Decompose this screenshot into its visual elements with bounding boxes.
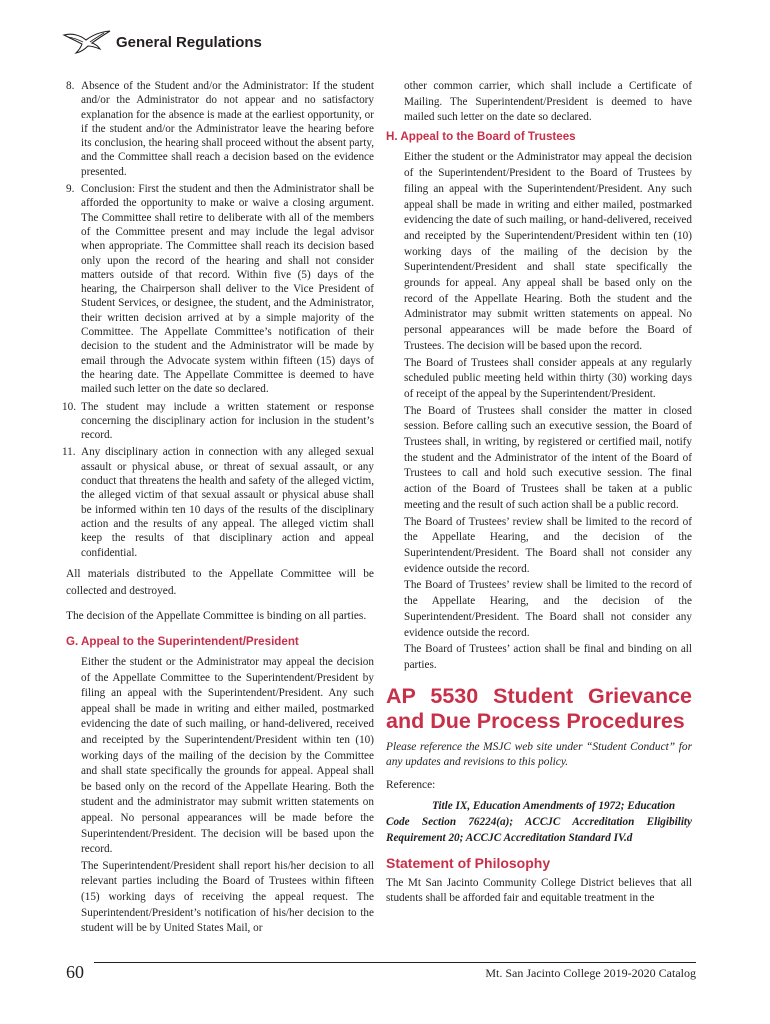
list-item [66,182,374,396]
reference-line: Code Section 76224(a); ACCJC Accreditation Eligibility Requirement 20; ACCJC Accreditation Standard IV.d [386,815,692,844]
page-header-title: General Regulations [116,33,262,51]
list-item [62,400,374,443]
continued-text [386,79,692,126]
list-item-text: The student may include a written statement or response concerning the disciplinary action for inclusion in the student’s record. [81,400,374,442]
paragraph-materials: All materials distributed to the Appellate Committee will be collected and destroyed. [66,567,374,597]
footer-divider [94,962,696,963]
list-item [66,79,374,179]
section-h-paragraph: The Board of Trustees’ action shall be final and binding on all parties. [404,643,692,671]
list-item-number: 9. [66,183,75,196]
right-column [386,79,692,907]
reference-line: Title IX, Education Amendments of 1972; Education [432,799,676,812]
section-g-body [66,655,374,937]
section-h-paragraph: The Board of Trustees’ review shall be limited to the record of the Appellate Hearing, and the decision of the Superintendent/President. The Board shall not consider any evidence outside the record. [404,515,692,575]
reference-label: Reference: [386,778,436,791]
section-h-paragraph: The Board of Trustees shall consider appeals at any regularly scheduled public meeting held within thirty (30) working days of receipt of the appeal by the Superintendent/President. [404,356,692,400]
ap-5530-title: AP 5530 Student Grievance and Due Process Procedures [386,683,692,733]
list-item-text: Conclusion: First the student and then the Administrator shall be afforded the opportunity to make or waive a closing argument. The Committee shall retire to deliberate with all of the members of the Committee present and may include the legal advisor when appropriate. The Committee shall reach its decision based only upon the record of the hearing and shall not consider matters outside of that record. Within five (5) days of the hearing, the Chairperson shall deliver to the Vice President of Student Services, or designee, the student, and the Administrator, their written decision arrived at by a simple majority of the Committee. The Appellate Committee’s notification of their decision to the student and the Administrator will be made by email through the Advocate system within fifteen (15) days of the hearing date. The Appellate Committee is deemed to have mailed such letter on the date so declared. [81,183,374,396]
list-item-number: 11. [62,446,76,459]
section-heading-g: G. Appeal to the Superintendent/President [66,634,299,648]
list-item [62,445,374,559]
section-h-paragraph: The Board of Trustees shall consider the matter in closed session. Before calling such an executive session, the Board of Trustees shall, in writing, by registered or certified mail, notify the student and the Administrator of the intent of the Board of Trustees to call and hold such executive session. The final action of the Board of Trustees shall be taken at a public meeting and the result of such action shall be a public record. [404,404,692,511]
continued-paragraph: other common carrier, which shall include a Certificate of Mailing. The Superintendent/President is deemed to have mailed such letter on the date so declared. [404,80,692,124]
page-number: 60 [66,962,84,982]
paragraph-binding: The decision of the Appellate Committee is binding on all parties. [66,609,367,622]
section-g-paragraph: Either the student or the Administrator may appeal the decision of the Appellate Committee to the Superintendent/President by filing an appeal with the Superintendent/President. Any such appeal shall be made in writing and either mailed, postmarked evidencing the date of such mailing, or hand-delivered, received and receipted by the Superintendent/President within ten (10) working days of the mailing of the decision by the Committee and shall state specifically the grounds for appeal. Appeal shall be based only on the record of the Appellate Hearing. Both the student and the administrator may submit written statements on appeal. No personal appearances will be made before the Superintendent/President. The decision will be based upon the record. [81,656,374,856]
numbered-list [62,79,374,560]
list-item-number: 10. [62,400,76,413]
eagle-icon [62,29,112,55]
philosophy-text: The Mt San Jacinto Community College District believes that all students shall be afforded fair and equitable treatment in the [386,877,692,904]
reference-body [386,798,692,846]
page-header [62,28,262,56]
section-h-paragraph: Either the student or the Administrator may appeal the decision of the Superintendent/President to the Board of Trustees by filing an appeal with the Superintendent/President. Any such appeal shall be made in writing and either mailed, postmarked evidencing the date of such mailing, or hand-delivered, received and receipted by the Superintendent/President within ten (10) working days of the mailing of the decision by the Superintendent/President and shall state specifically the grounds for appeal. Any appeal shall be based only on the record of the Appellate Hearing. Both the student and the Administrator may submit written statements on appeal. No personal appearances will be made before the Board of Trustees. The decision will be based upon the record. [404,151,692,352]
catalog-title: Mt. San Jacinto College 2019-2020 Catalog [485,966,696,980]
list-item-text: Absence of the Student and/or the Administrator: If the student and/or the Administrator do not appear and no satisfactory explanation for the absence is made at the earliest opportunity, or if the student and/or the Administrator leave the hearing before its conclusion, the hearing shall proceed without the absent party, and the Committee shall reach a decision based on the evidence presented. [81,80,374,178]
reference-note: Please reference the MSJC web site under “Student Conduct” for any updates and revisions to this policy. [386,740,692,768]
section-g-paragraph: The Superintendent/President shall report his/her decision to all relevant parties including the Board of Trustees within fifteen (15) working days of receiving the appeal request. The Superintendent/President’s notification of his/her decision to the student will be by United States Mail, or [81,859,374,935]
section-heading-h: H. Appeal to the Board of Trustees [386,130,576,144]
list-item-number: 8. [66,80,75,92]
section-h-body [386,150,692,673]
philosophy-heading: Statement of Philosophy [386,854,551,871]
left-column [62,79,374,938]
list-item-text: Any disciplinary action in connection with any alleged sexual assault or physical abuse, or threat of sexual assault, or any conduct that threatens the health and safety of the alleged victim, the alleged victim of that sexual assault or physical abuse shall be informed within ten 10 days of the results of the disciplinary action and the results of any appeal. The alleged victim shall keep the results of that disciplinary action and appeal confidential. [81,446,374,559]
section-h-paragraph: The Board of Trustees’ review shall be limited to the record of the Appellate Hearing, and the decision of the Superintendent/President. The Board shall not consider any evidence outside the record. [404,579,692,639]
